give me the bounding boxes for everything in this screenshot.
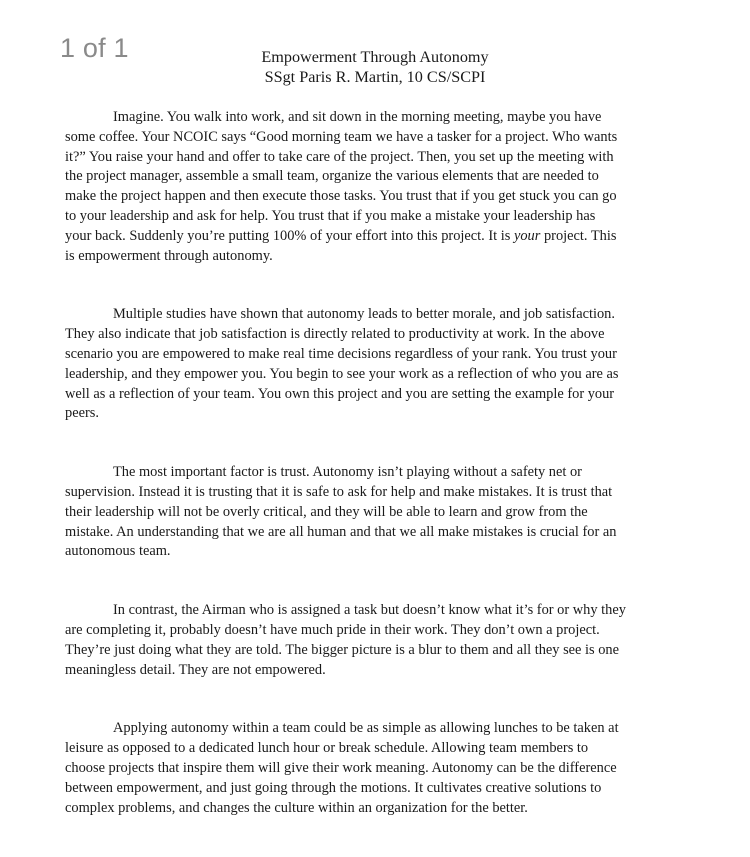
paragraph-line: to your leadership and ask for help. You trust that if you make a mistake your leadership has xyxy=(65,207,596,224)
document-author: SSgt Paris R. Martin, 10 CS/SCPI xyxy=(264,68,486,86)
paragraph-1 xyxy=(65,108,677,266)
paragraph-line: some coffee. Your NCOIC says “Good morning team we have a tasker for a project. Who wants xyxy=(65,128,618,145)
paragraph-line: scenario you are empowered to make real time decisions regardless of your rank. You trust your xyxy=(65,345,617,362)
paragraph-line: it?” You raise your hand and offer to take care of the project. Then, you set up the meeting with xyxy=(65,148,614,165)
paragraph-line: peers. xyxy=(65,405,99,422)
paragraph-line: They’re just doing what they are told. The bigger picture is a blur to them and all they see is one xyxy=(65,641,620,658)
paragraph-line: In contrast, the Airman who is assigned a task but doesn’t know what it’s for or why they xyxy=(113,602,626,619)
paragraph-line: They also indicate that job satisfaction is directly related to productivity at work. In the above xyxy=(65,326,605,343)
paragraph-line: are completing it, probably doesn’t have much pride in their work. They don’t own a project. xyxy=(65,621,600,638)
paragraph-line: between empowerment, and just going through the motions. It cultivates creative solutions to xyxy=(65,779,602,796)
paragraph-line: meaningless detail. They are not empowered. xyxy=(65,661,326,678)
paragraph-line: autonomous team. xyxy=(65,543,171,560)
paragraph-line xyxy=(65,227,677,247)
paragraph-4 xyxy=(65,601,677,680)
paragraph-line: is empowerment through autonomy. xyxy=(65,247,273,264)
paragraph-line: the project manager, assemble a small team, organize the various elements that are needed to xyxy=(65,168,599,185)
paragraph-line: well as a reflection of your team. You own this project and you are setting the example for your xyxy=(65,385,615,402)
paragraph-line: leisure as opposed to a dedicated lunch hour or break schedule. Allowing team members to xyxy=(65,740,589,757)
paragraph-3 xyxy=(65,463,677,562)
page-counter: 1 of 1 xyxy=(60,33,129,63)
paragraph-line: Imagine. You walk into work, and sit down in the morning meeting, maybe you have xyxy=(113,109,602,125)
emphasized-word: your xyxy=(513,227,541,244)
paragraph-line: complex problems, and changes the culture within an organization for the better. xyxy=(65,799,528,816)
paragraph-line: Multiple studies have shown that autonomy leads to better morale, and job satisfaction. xyxy=(113,306,615,323)
line-text: your back. Suddenly you’re putting 100% of your effort into this project. It is xyxy=(65,227,514,244)
document-title: Empowerment Through Autonomy xyxy=(261,48,489,66)
paragraph-line: choose projects that inspire them will give their work meaning. Autonomy can be the difference xyxy=(65,759,617,776)
paragraph-2 xyxy=(65,305,677,424)
paragraph-line: mistake. An understanding that we are all human and that we all make mistakes is crucial for an xyxy=(65,523,617,540)
document-header xyxy=(0,47,750,87)
document-body xyxy=(65,108,677,857)
paragraph-line: make the project happen and then execute those tasks. You trust that if you get stuck you can go xyxy=(65,188,617,205)
paragraph-line: supervision. Instead it is trusting that it is safe to ask for help and make mistakes. It is trust that xyxy=(65,483,613,500)
paragraph-line: their leadership will not be overly critical, and they will be able to learn and grow from the xyxy=(65,503,588,520)
paragraph-line: leadership, and they empower you. You begin to see your work as a reflection of who you are as xyxy=(65,365,619,382)
paragraph-line: The most important factor is trust. Autonomy isn’t playing without a safety net or xyxy=(113,464,582,481)
paragraph-line: Applying autonomy within a team could be as simple as allowing lunches to be taken at xyxy=(113,720,619,737)
line-text: project. This xyxy=(540,227,617,244)
paragraph-5 xyxy=(65,719,677,818)
